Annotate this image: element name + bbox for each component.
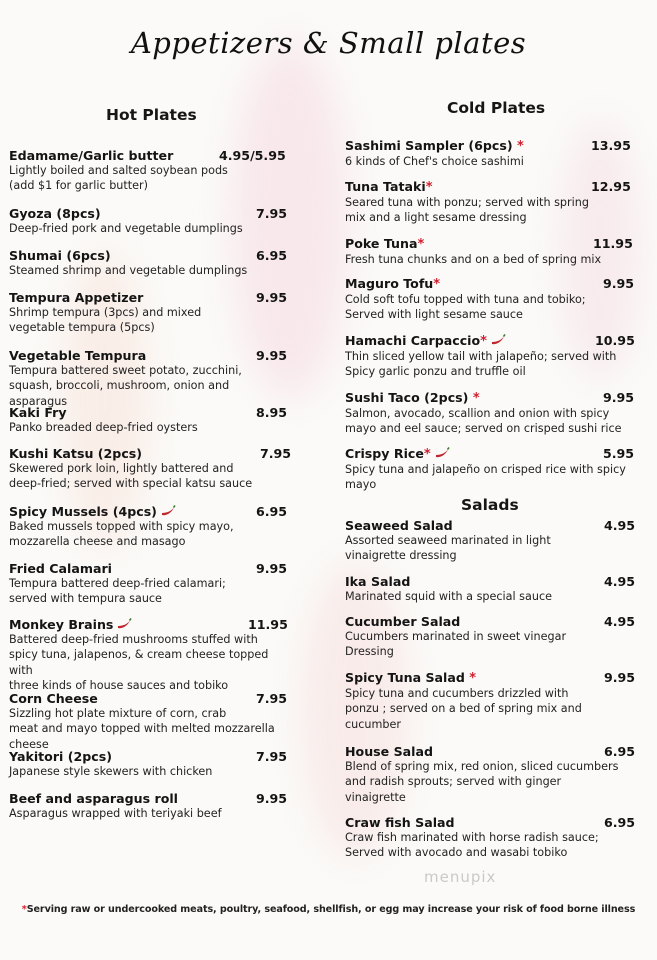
item-description: mix and a light sesame dressing xyxy=(345,211,527,225)
item-price: 7.95 xyxy=(260,446,292,461)
item-name: Ika Salad xyxy=(345,574,411,589)
item-price: 12.95 xyxy=(591,179,631,194)
item-description: ponzu ; served on a bed of spring mix and xyxy=(345,702,582,716)
raw-star-icon: * xyxy=(433,277,441,292)
item-description: Spicy garlic ponzu and truffle oil xyxy=(345,365,526,379)
item-description: Salmon, avocado, scallion and onion with spicy xyxy=(345,407,610,420)
menu-item xyxy=(9,446,292,492)
item-price: 9.95 xyxy=(603,390,635,405)
item-name xyxy=(345,276,635,292)
item-description: (add $1 for garlic butter) xyxy=(9,179,149,193)
item-description: Blend of spring mix, red onion, sliced cucumbers xyxy=(345,760,619,773)
item-name: Fried Calamari xyxy=(9,561,112,576)
item-name-text: Maguro Tofu xyxy=(345,276,434,291)
item-name xyxy=(9,617,289,632)
item-price: 10.95 xyxy=(595,333,635,348)
food-safety-disclaimer xyxy=(0,904,657,915)
item-name xyxy=(345,333,635,349)
item-description: mozzarella cheese and masago xyxy=(9,535,186,549)
item-price: 5.95 xyxy=(603,446,635,461)
menu-item xyxy=(345,138,635,169)
item-price: 6.95 xyxy=(604,744,636,759)
item-description: cucumber xyxy=(345,717,401,731)
item-name xyxy=(345,670,635,686)
item-name: Craw fish Salad xyxy=(345,815,455,830)
item-description: mayo and eel sauce; served on crisped sushi rice xyxy=(345,422,622,436)
item-description: three kinds of house sauces and tobiko xyxy=(9,679,229,693)
item-description: Tempura battered deep-fried calamari; xyxy=(9,577,226,590)
raw-star-icon: * xyxy=(417,237,425,252)
item-price: 11.95 xyxy=(593,236,633,251)
item-name-text: Poke Tuna xyxy=(345,236,418,251)
item-name-text: Hamachi Carpaccio xyxy=(345,333,481,348)
item-price: 9.95 xyxy=(604,670,636,685)
watermark: menupix xyxy=(424,868,497,886)
menu-item xyxy=(9,405,289,435)
menu-item xyxy=(9,749,289,779)
item-description: Marinated squid with a special sauce xyxy=(345,590,552,603)
item-description: mayo xyxy=(345,478,377,492)
item-name xyxy=(345,236,635,252)
item-name: Beef and asparagus roll xyxy=(9,791,178,806)
menu-item xyxy=(345,614,635,660)
menu-item xyxy=(9,617,289,694)
item-description: 6 kinds of Chef's choice sashimi xyxy=(345,155,524,168)
hot-plates-heading: Hot Plates xyxy=(106,106,197,124)
item-description: squash, broccoli, mushroom, onion and asparagus xyxy=(9,379,230,408)
item-name: House Salad xyxy=(345,744,433,759)
item-description: Cucumbers marinated in sweet vinegar xyxy=(345,630,567,643)
menu-item xyxy=(345,815,635,861)
item-description: Craw fish marinated with horse radish sauce; xyxy=(345,831,599,844)
item-name: Yakitori (2pcs) xyxy=(9,749,112,764)
item-description: Shrimp tempura (3pcs) and mixed xyxy=(9,306,202,319)
item-name: Corn Cheese xyxy=(9,691,98,706)
menu-item xyxy=(345,670,635,732)
menu-item xyxy=(9,348,289,409)
item-description: deep-fried; served with special katsu sauce xyxy=(9,477,253,491)
item-description: spicy tuna, jalapenos, & cream cheese topped with xyxy=(9,648,269,677)
menu-item xyxy=(345,390,635,437)
item-price: 9.95 xyxy=(256,791,288,806)
item-price: 7.95 xyxy=(256,691,288,706)
item-name: Cucumber Salad xyxy=(345,614,461,629)
item-description: Sizzling hot plate mixture of corn, crab xyxy=(9,707,227,720)
item-name-text: Monkey Brains xyxy=(9,617,114,632)
chili-pepper-icon xyxy=(434,447,450,459)
item-price: 9.95 xyxy=(256,290,288,305)
raw-star-icon: * xyxy=(21,904,27,915)
salads-heading: Salads xyxy=(461,496,519,514)
item-price: 9.95 xyxy=(256,348,288,363)
chili-pepper-icon xyxy=(116,618,132,630)
chili-pepper-icon xyxy=(160,505,176,517)
item-description: Panko breaded deep-fried oysters xyxy=(9,421,198,434)
item-price: 4.95/5.95 xyxy=(219,148,286,163)
item-description: Skewered pork loin, lightly battered and xyxy=(9,462,234,475)
raw-star-icon: * xyxy=(472,391,480,406)
item-price: 8.95 xyxy=(256,405,288,420)
item-price: 9.95 xyxy=(256,561,288,576)
item-name xyxy=(9,504,289,519)
menu-item xyxy=(9,504,289,550)
menu-item xyxy=(345,333,635,380)
chili-pepper-icon xyxy=(490,334,506,346)
item-description: vegetable tempura (5pcs) xyxy=(9,321,155,335)
item-price: 11.95 xyxy=(248,617,288,632)
item-name: Kushi Katsu (2pcs) xyxy=(9,446,143,461)
raw-star-icon: * xyxy=(425,180,433,195)
disclaimer-text: Serving raw or undercooked meats, poultry, seafood, shellfish, or egg may increase your risk of food borne illness xyxy=(26,904,636,915)
item-name: Tempura Appetizer xyxy=(9,290,144,305)
menu-item xyxy=(9,691,289,752)
item-price: 13.95 xyxy=(591,138,631,153)
item-description: Steamed shrimp and vegetable dumplings xyxy=(9,264,248,277)
item-name-text: Sashimi Sampler (6pcs) xyxy=(345,138,513,153)
item-price: 4.95 xyxy=(604,574,636,589)
item-description: served with tempura sauce xyxy=(9,592,162,606)
item-description: Baked mussels topped with spicy mayo, xyxy=(9,520,234,533)
item-price: 9.95 xyxy=(603,276,635,291)
item-description: vinaigrette xyxy=(345,790,406,804)
menu-item xyxy=(9,248,289,278)
item-name: Kaki Fry xyxy=(9,405,67,420)
item-name-text: Spicy Tuna Salad xyxy=(345,670,465,685)
item-name-text: Crispy Rice xyxy=(345,446,424,461)
item-name: Gyoza (8pcs) xyxy=(9,206,101,221)
item-description: Dressing xyxy=(345,645,394,659)
menu-item xyxy=(345,179,635,226)
item-description: Thin sliced yellow tail with jalapeño; served with xyxy=(345,350,617,363)
item-description: Deep-fried pork and vegetable dumplings xyxy=(9,222,243,235)
raw-star-icon: * xyxy=(423,447,431,462)
cold-plates-heading: Cold Plates xyxy=(447,99,546,117)
menu-item xyxy=(345,276,635,323)
item-description: vinaigrette dressing xyxy=(345,549,457,563)
item-price: 6.95 xyxy=(256,504,288,519)
item-description: Fresh tuna chunks and on a bed of spring mix xyxy=(345,253,602,266)
page-title: Appetizers & Small plates xyxy=(130,26,527,60)
menu-item xyxy=(345,744,635,805)
item-description: Asparagus wrapped with teriyaki beef xyxy=(9,807,222,820)
item-price: 4.95 xyxy=(604,614,636,629)
item-description: Lightly boiled and salted soybean pods xyxy=(9,164,228,177)
item-description: Served with light sesame sauce xyxy=(345,308,523,322)
item-name: Vegetable Tempura xyxy=(9,348,147,363)
item-description: Japanese style skewers with chicken xyxy=(9,765,213,778)
item-description: Spicy tuna and jalapeño on crisped rice with spicy xyxy=(345,463,626,476)
menu-item xyxy=(345,574,635,604)
menu-item xyxy=(345,446,635,493)
menu-item xyxy=(9,561,289,607)
menu-item xyxy=(9,290,289,336)
item-description: Assorted seaweed marinated in light xyxy=(345,534,551,547)
item-description: Seared tuna with ponzu; served with spring xyxy=(345,196,589,209)
item-price: 7.95 xyxy=(256,206,288,221)
item-name-text: Spicy Mussels (4pcs) xyxy=(9,504,157,519)
raw-star-icon: * xyxy=(469,671,477,686)
item-name xyxy=(345,390,635,406)
menu-item xyxy=(9,791,289,821)
item-name: Edamame/Garlic butter xyxy=(9,148,174,163)
item-description: Served with avocado and wasabi tobiko xyxy=(345,846,568,860)
raw-star-icon: * xyxy=(516,139,524,154)
item-name: Shumai (6pcs) xyxy=(9,248,111,263)
item-name: Seaweed Salad xyxy=(345,518,453,533)
menu-item xyxy=(345,236,635,267)
item-name-text: Sushi Taco (2pcs) xyxy=(345,390,469,405)
raw-star-icon: * xyxy=(480,334,487,349)
item-price: 4.95 xyxy=(604,518,636,533)
item-description: Battered deep-fried mushrooms stuffed with xyxy=(9,633,258,646)
item-description: Tempura battered sweet potato, zucchini, xyxy=(9,364,242,377)
item-name xyxy=(345,446,635,462)
menu-item xyxy=(345,518,635,564)
menu-item xyxy=(9,148,289,194)
menu-item xyxy=(9,206,289,236)
item-description: Spicy tuna and cucumbers drizzled with xyxy=(345,687,569,700)
item-price: 6.95 xyxy=(256,248,288,263)
item-price: 6.95 xyxy=(604,815,636,830)
item-name-text: Tuna Tataki xyxy=(345,179,426,194)
item-price: 7.95 xyxy=(256,749,288,764)
item-description: meat and mayo topped with melted mozzarella cheese xyxy=(9,722,275,751)
item-description: Cold soft tofu topped with tuna and tobiko; xyxy=(345,293,586,306)
item-description: and radish sprouts; served with ginger xyxy=(345,775,562,789)
